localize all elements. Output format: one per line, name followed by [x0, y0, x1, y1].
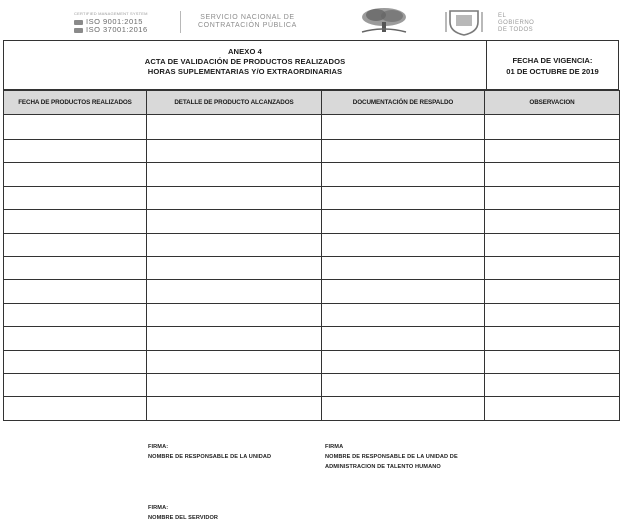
- iso-cert-label: CERTIFIED MANAGEMENT SYSTEM: [74, 11, 148, 16]
- table-cell: [4, 186, 147, 209]
- iso-37001-text: ISO 37001:2016: [86, 25, 148, 34]
- table-cell: [4, 256, 147, 279]
- table-cell: [4, 233, 147, 256]
- act-title: ACTA DE VALIDACIÓN DE PRODUCTOS REALIZADOS: [144, 57, 346, 66]
- table-cell: [322, 233, 485, 256]
- iso-certification-logo: [74, 10, 148, 34]
- act-subtitle: HORAS SUPLEMENTARIAS Y/O EXTRAORDINARIAS: [147, 67, 343, 76]
- table-row: [4, 186, 620, 209]
- table-row: [4, 140, 620, 163]
- table-cell: [485, 256, 620, 279]
- gov-line1: EL: [498, 13, 507, 19]
- table-row: [4, 233, 620, 256]
- table-cell: [322, 397, 485, 420]
- table-cell: [147, 186, 322, 209]
- gov-line2: GOBIERNO: [498, 20, 535, 26]
- column-header-documentation: DOCUMENTACIÓN DE RESPALDO: [322, 91, 485, 115]
- unit-responsible-name: NOMBRE DE RESPONSABLE DE LA UNIDAD: [148, 454, 272, 460]
- table-row: [4, 350, 620, 373]
- table-cell: [485, 163, 620, 186]
- table-cell: [4, 115, 147, 140]
- table-cell: [485, 373, 620, 396]
- iso-mark-icon: [74, 28, 83, 33]
- title-block: [3, 40, 619, 90]
- annex-number: ANEXO 4: [227, 47, 263, 56]
- table-cell: [322, 163, 485, 186]
- table-row: [4, 115, 620, 140]
- table-cell: [485, 186, 620, 209]
- table-cell: [4, 163, 147, 186]
- table-cell: [322, 115, 485, 140]
- table-header-row: [4, 91, 620, 115]
- table-cell: [4, 140, 147, 163]
- table-cell: [147, 397, 322, 420]
- servant-signature-block: [148, 503, 218, 523]
- logo-divider: [180, 11, 181, 33]
- header-logos: [0, 0, 622, 40]
- column-header-date: FECHA DE PRODUCTOS REALIZADOS: [4, 91, 147, 115]
- table-row: [4, 373, 620, 396]
- table-cell: [485, 397, 620, 420]
- table-cell: [485, 350, 620, 373]
- table-cell: [147, 140, 322, 163]
- iso-9001-text: ISO 9001:2015: [86, 17, 143, 26]
- table-cell: [322, 140, 485, 163]
- table-row: [4, 163, 620, 186]
- table-cell: [4, 373, 147, 396]
- coat-of-arms-icon: [444, 8, 484, 36]
- table-cell: [4, 210, 147, 233]
- table-cell: [147, 350, 322, 373]
- table-cell: [485, 115, 620, 140]
- effective-date-value: 01 DE OCTUBRE DE 2019: [506, 67, 599, 76]
- table-cell: [147, 115, 322, 140]
- document-title: [4, 47, 486, 77]
- table-cell: [147, 280, 322, 303]
- table-cell: [485, 280, 620, 303]
- iso-mark-icon: [74, 20, 83, 25]
- table-cell: [322, 303, 485, 326]
- servant-signature-label: FIRMA:: [148, 505, 169, 511]
- hr-signature-label: FIRMA: [325, 444, 344, 450]
- government-logo: [498, 13, 534, 34]
- table-body: [4, 115, 620, 421]
- table-cell: [147, 373, 322, 396]
- table-cell: [322, 210, 485, 233]
- table-cell: [322, 256, 485, 279]
- table-cell: [4, 397, 147, 420]
- table-cell: [322, 186, 485, 209]
- column-header-observation: OBSERVACION: [485, 91, 620, 115]
- products-table: [3, 90, 620, 421]
- table-cell: [4, 280, 147, 303]
- table-cell: [147, 256, 322, 279]
- table-cell: [322, 327, 485, 350]
- table-cell: [147, 303, 322, 326]
- table-cell: [322, 373, 485, 396]
- table-cell: [147, 233, 322, 256]
- table-cell: [485, 140, 620, 163]
- table-cell: [485, 303, 620, 326]
- column-header-detail: DETALLE DE PRODUCTO ALCANZADOS: [147, 91, 322, 115]
- table-row: [4, 303, 620, 326]
- table-row: [4, 256, 620, 279]
- tree-logo-icon: [354, 6, 414, 36]
- table-cell: [485, 327, 620, 350]
- table-cell: [147, 327, 322, 350]
- table-row: [4, 280, 620, 303]
- table-row: [4, 327, 620, 350]
- table-cell: [322, 350, 485, 373]
- table-row: [4, 210, 620, 233]
- hr-signature-block: [325, 442, 458, 472]
- hr-responsible-name-line2: ADMINISTRACION DE TALENTO HUMANO: [325, 464, 441, 470]
- table-cell: [485, 233, 620, 256]
- table-cell: [485, 210, 620, 233]
- gov-line3: DE TODOS: [498, 27, 534, 33]
- agency-line2: CONTRATACIÓN PÚBLICA: [198, 22, 297, 29]
- table-cell: [147, 210, 322, 233]
- table-cell: [4, 327, 147, 350]
- table-cell: [4, 350, 147, 373]
- hr-responsible-name-line1: NOMBRE DE RESPONSABLE DE LA UNIDAD DE: [325, 454, 458, 460]
- table-cell: [322, 280, 485, 303]
- table-cell: [147, 163, 322, 186]
- unit-signature-label: FIRMA:: [148, 444, 169, 450]
- effective-date-block: [487, 55, 618, 77]
- agency-logo: [198, 14, 297, 30]
- agency-line1: SERVICIO NACIONAL DE: [200, 14, 295, 21]
- unit-signature-block: [148, 442, 271, 462]
- table-cell: [4, 303, 147, 326]
- effective-date-label: FECHA DE VIGENCIA:: [512, 56, 593, 65]
- table-row: [4, 397, 620, 420]
- servant-name: NOMBRE DEL SERVIDOR: [148, 515, 219, 521]
